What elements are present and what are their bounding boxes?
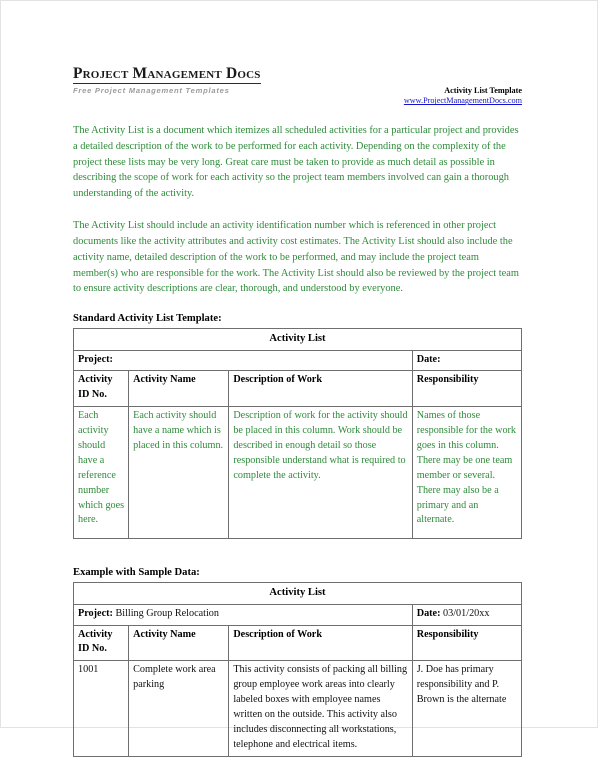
table-meta-row bbox=[74, 604, 522, 625]
example-section bbox=[73, 567, 522, 756]
column-header-description: Description of Work bbox=[229, 625, 412, 661]
intro-section bbox=[73, 123, 522, 297]
cell-responsibility[interactable]: Names of those responsible for the work goes in this column. There may be one team member or several. There may also be a primary and an alternate. bbox=[412, 407, 521, 539]
intro-paragraph-1: The Activity List is a document which itemizes all scheduled activities for a particular project and provides a detailed description of the work to be performed for each activity. Depending on the complexity of the project these lists may be very long. Great care must be taken to provide as much detail as possible in describing the scope of work for each activity so the project team members involved can gain a thorough understanding of the activity. bbox=[73, 125, 519, 200]
table-title-row bbox=[74, 329, 522, 350]
cell-activity-id[interactable]: 1001 bbox=[74, 661, 129, 756]
standard-template-section bbox=[73, 313, 522, 539]
document-content bbox=[73, 59, 522, 757]
date-cell bbox=[412, 350, 521, 371]
table-meta-row bbox=[74, 350, 522, 371]
project-label: Project: bbox=[78, 607, 113, 619]
table-header-row bbox=[74, 625, 522, 661]
cell-activity-name[interactable]: Complete work area parking bbox=[129, 661, 229, 756]
cell-description[interactable]: Description of work for the activity should be placed in this column. Work should be described in enough detail so those responsible understand what is required to complete the activity. bbox=[229, 407, 412, 539]
table-row bbox=[74, 661, 522, 756]
column-header-activity-id: Activity ID No. bbox=[74, 371, 129, 407]
column-header-responsibility: Responsibility bbox=[412, 625, 521, 661]
cell-activity-name[interactable]: Each activity should have a name which is placed in this column. bbox=[129, 407, 229, 539]
column-header-responsibility: Responsibility bbox=[412, 371, 521, 407]
date-label: Date: bbox=[416, 353, 441, 365]
brand-title: Project Management Docs bbox=[73, 66, 261, 84]
website-link[interactable]: www.ProjectManagementDocs.com bbox=[403, 96, 522, 106]
column-header-description: Description of Work bbox=[229, 371, 412, 407]
table-title: Activity List bbox=[74, 583, 522, 604]
project-cell bbox=[74, 604, 413, 625]
date-label: Date: bbox=[416, 607, 441, 619]
column-header-activity-name: Activity Name bbox=[129, 371, 229, 407]
column-header-activity-id: Activity ID No. bbox=[74, 625, 129, 661]
cell-responsibility[interactable]: J. Doe has primary responsibility and P. Brown is the alternate bbox=[412, 661, 521, 756]
example-activity-list-table bbox=[73, 582, 522, 756]
cell-description[interactable]: This activity consists of packing all billing group employee work areas into clearly labeled boxes with employee names written on the outside. This activity also includes disconnecting all workstations, telephone and electrical items. bbox=[229, 661, 412, 756]
column-header-activity-name: Activity Name bbox=[129, 625, 229, 661]
standard-template-heading: Standard Activity List Template: bbox=[73, 313, 222, 325]
date-cell bbox=[412, 604, 521, 625]
standard-activity-list-table bbox=[73, 328, 522, 539]
example-heading: Example with Sample Data: bbox=[73, 567, 200, 579]
document-title: Activity List Template bbox=[444, 86, 522, 95]
project-label: Project: bbox=[78, 353, 113, 365]
project-value[interactable]: Billing Group Relocation bbox=[115, 607, 219, 619]
table-row bbox=[74, 407, 522, 539]
intro-paragraph-2: The Activity List should include an activity identification number which is referenced in other project documents like the activity attributes and activity cost estimates. The Activity List should also include the activity name, detailed description of the work to be performed, and may include the project team member(s) who are responsible for the work. The Activity List should also be reviewed by the project team to ensure activity descriptions are clear, thorough, and understood by everyone. bbox=[73, 220, 519, 295]
table-header-row bbox=[74, 371, 522, 407]
header-right-block bbox=[404, 59, 522, 107]
document-header bbox=[73, 59, 522, 107]
table-title-row bbox=[74, 583, 522, 604]
date-value[interactable]: 03/01/20xx bbox=[443, 607, 490, 619]
cell-activity-id[interactable]: Each activity should have a reference number which goes here. bbox=[74, 407, 129, 539]
brand-tagline: Free Project Management Templates bbox=[73, 86, 230, 96]
brand-logo bbox=[73, 59, 261, 95]
table-title: Activity List bbox=[74, 329, 522, 350]
project-cell bbox=[74, 350, 413, 371]
